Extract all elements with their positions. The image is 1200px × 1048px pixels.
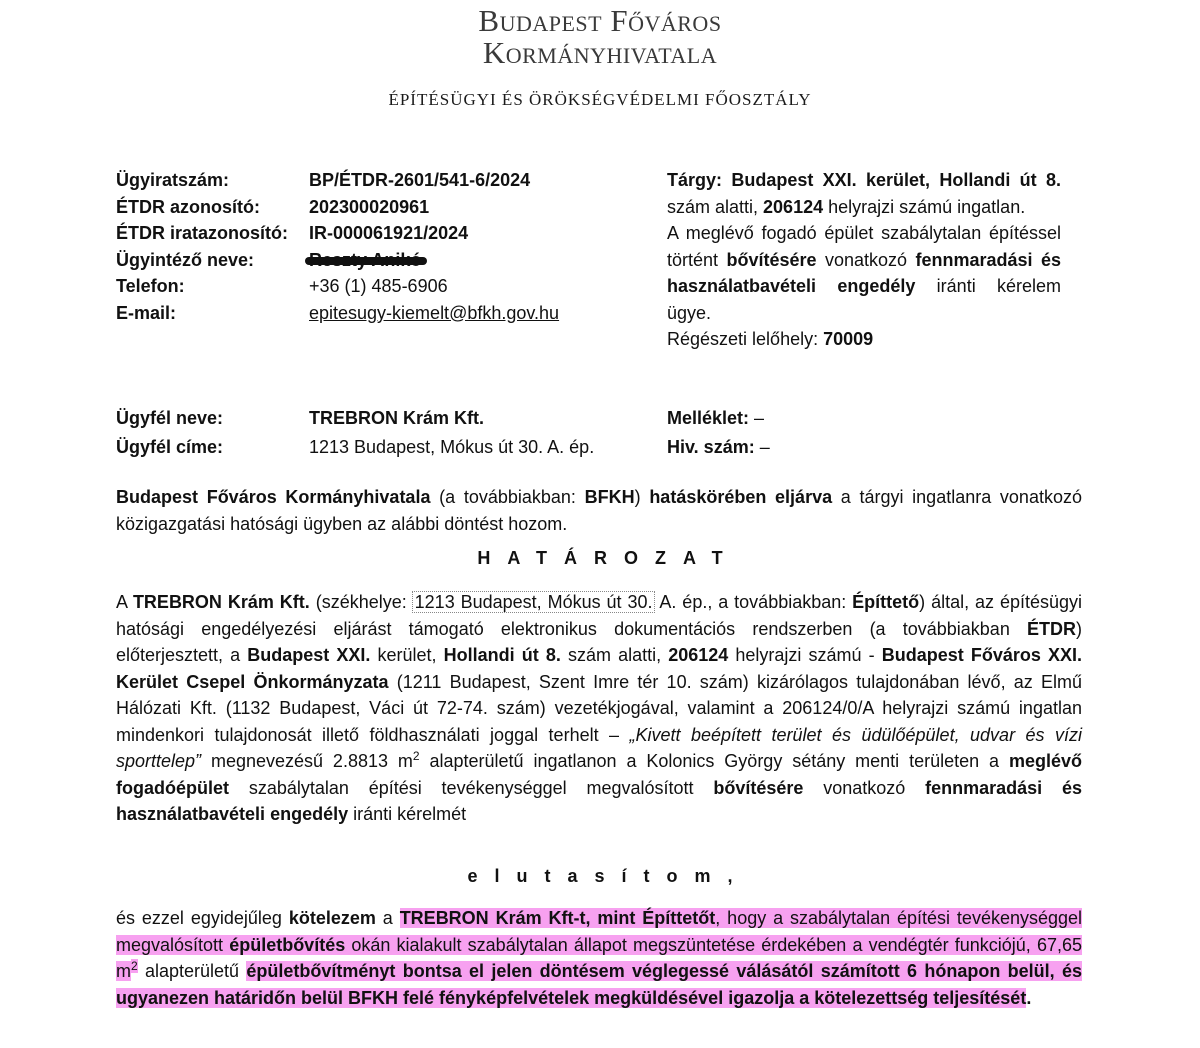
email-link[interactable]: epitesugy-kiemelt@bfkh.gov.hu <box>309 302 560 323</box>
subject-text-bold: Tárgy: Budapest XXI. kerület, Hollandi út 8. <box>667 170 1061 190</box>
attachment-block <box>667 404 770 462</box>
text: szám alatti, <box>560 645 669 665</box>
meta-row-etdr-id <box>116 194 656 221</box>
text-bold: Budapest XXI. <box>247 645 371 665</box>
subject-text: A meglévő fogadó épület szabálytalan építéssel történt <box>667 223 1061 270</box>
client-value: TREBRON Krám Kft. <box>309 408 485 428</box>
text: (a továbbiakban: <box>430 487 585 507</box>
client-value: 1213 Budapest, Mókus út 30. A. ép. <box>309 437 595 457</box>
subject-text: vonatkozó <box>816 249 916 270</box>
text-bold: fennmaradási és használatbavételi engedély <box>116 777 1082 824</box>
meta-value: IR-000061921/2024 <box>309 223 469 243</box>
client-row-address <box>116 433 656 462</box>
subject-text: iránti kérelem ügye. <box>667 276 1061 323</box>
meta-value: BP/ÉTDR-2601/541-6/2024 <box>309 170 531 190</box>
meta-row-document-id <box>116 220 656 247</box>
attachment-label: Melléklet: <box>667 408 750 428</box>
text-bold: BFKH <box>584 487 635 507</box>
text: vonatkozó <box>803 777 926 798</box>
intro-paragraph <box>116 484 1082 537</box>
subject-text-bold: fennmaradási és használatbavételi engedély <box>667 249 1061 296</box>
text: A <box>116 592 133 612</box>
text-bold: Budapest Főváros XXI. Kerület Csepel Önkormányzata <box>116 645 1083 692</box>
superscript: 2 <box>412 749 420 763</box>
main-paragraph <box>116 589 1082 828</box>
highlighted-text-bold: épületbővítményt bontsa el jelen döntésem véglegessé válásától számított 6 hónapon belül, és ugyanezen határidőn belül BFKH felé fényképfelvételek megküldésével igazolja a kötelezettség teljesítését <box>116 961 1082 1008</box>
subject-text: helyrajzi számú ingatlan. <box>823 196 1026 217</box>
meta-label: E-mail: <box>116 302 177 323</box>
text-bold: bővítésére <box>713 777 804 798</box>
text-bold: Budapest Főváros Kormányhivatala <box>116 487 431 507</box>
text-bold: hatáskörében eljárva <box>649 487 833 507</box>
redacted-name <box>309 247 421 273</box>
highlighted-text-bold: épületbővítés <box>229 934 346 955</box>
text-bold: Építtető <box>852 592 920 612</box>
text-bold: kötelezem <box>288 908 376 928</box>
text-italic: „Kivett beépített terület és üdülőépület, udvar és vízi sporttelep” <box>116 724 1082 771</box>
subject-block <box>667 167 1061 353</box>
obligation-paragraph <box>116 905 1082 1011</box>
subject-text-bold: bővítésére <box>726 249 817 270</box>
highlighted-text: okán kialakult szabálytalan állapot megszüntetése érdekében a vendégtér funkciójú, 67,65 m <box>116 934 1082 981</box>
text: (székhelye: <box>309 592 413 612</box>
text-bold: TREBRON Krám Kft. <box>132 592 310 612</box>
meta-row-case-number <box>116 167 656 194</box>
text: helyrajzi számú - <box>728 645 882 665</box>
subject-text-bold: 70009 <box>823 329 874 349</box>
subject-text: szám alatti, <box>667 196 764 217</box>
text-bold: 206124 <box>668 645 729 665</box>
meta-row-case-officer <box>116 247 656 274</box>
text: alapterületű ingatlanon a Kolonics György sétány menti területen a <box>419 751 1009 771</box>
address-field[interactable]: 1213 Budapest, Mókus út 30. <box>414 592 653 612</box>
client-label: Ügyfél címe: <box>116 437 224 457</box>
meta-label: ÉTDR iratazonosító: <box>116 223 289 243</box>
text: kerület, <box>370 645 444 665</box>
decision-heading: HATÁROZAT <box>477 548 740 568</box>
highlighted-text: , hogy a szabálytalan építési tevékenységgel megvalósított <box>116 908 1083 955</box>
meta-label: Ügyiratszám: <box>116 170 230 190</box>
case-metadata <box>116 167 656 326</box>
attachment-row <box>667 404 770 433</box>
subject-text: Régészeti lelőhely: <box>667 329 824 349</box>
text-bold: meglévő fogadóépület <box>116 751 1082 798</box>
subject-paragraph-2 <box>667 220 1061 326</box>
text: alapterületű <box>137 961 247 981</box>
subject-paragraph-3 <box>667 326 1061 353</box>
decision-verb: elutasítom, <box>467 866 750 886</box>
meta-label: ÉTDR azonosító: <box>116 196 260 217</box>
meta-label: Ügyintéző neve: <box>116 249 255 270</box>
highlighted-text-bold: TREBRON Krám Kft-t, mint Építtetőt <box>399 908 716 928</box>
reference-label: Hiv. szám: <box>667 437 755 457</box>
reference-row <box>667 433 770 462</box>
client-label: Ügyfél neve: <box>116 408 224 428</box>
meta-row-phone <box>116 273 656 300</box>
meta-value: +36 (1) 485-6906 <box>309 276 448 296</box>
client-block <box>116 404 656 462</box>
text: a tárgyi ingatlanra vonatkozó közigazgatási hatósági ügyben az alábbi döntést hozom. <box>116 487 1082 534</box>
department-name: ÉPÍTÉSÜGYI ÉS ÖRÖKSÉGVÉDELMI FŐOSZTÁLY <box>388 90 812 109</box>
meta-value: 202300020961 <box>309 196 430 217</box>
text: ) előterjesztett, a <box>116 618 1082 665</box>
text: ) <box>634 487 650 507</box>
authority-name-line2: Kormányhivatala <box>482 35 718 70</box>
text: és ezzel egyidejűleg <box>116 908 289 928</box>
text: (1211 Budapest, Szent Imre tér 10. szám) kizárólagos tulajdonában lévő, az Elmű Hálózati Kft. (1132 Budapest, Váci út 72-74. szám) vezetékjogával, valamint a 206124/0/A helyrajzi számú ingatlan mindenkori tulajdonosát illető földhasználati joggal terhelt – <box>116 671 1083 745</box>
text: A. ép., a továbbiakban: <box>654 592 853 612</box>
meta-value-redacted-wrap <box>309 247 656 274</box>
text: iránti kérelmét <box>348 804 467 824</box>
authority-name-line1: Budapest Főváros <box>478 3 722 38</box>
text-bold: Hollandi út 8. <box>443 645 561 665</box>
superscript: 2 <box>131 959 138 973</box>
redaction-bar <box>305 257 427 265</box>
meta-row-email <box>116 300 656 327</box>
text-bold: ÉTDR <box>1027 618 1076 639</box>
text: szabálytalan építési tevékenységgel megvalósított <box>229 777 714 798</box>
text: megnevezésű 2.8813 m <box>201 751 413 771</box>
text-bold: . <box>1026 987 1032 1008</box>
client-row-name <box>116 404 656 433</box>
subject-text-bold: 206124 <box>763 196 824 217</box>
text: ) által, az építésügyi hatósági engedélyezési eljárást támogató elektronikus dokumentációs rendszerben (a továbbiakban <box>116 592 1082 639</box>
reference-value: – <box>754 437 770 457</box>
attachment-value: – <box>749 408 765 428</box>
meta-label: Telefon: <box>116 276 185 296</box>
text: a <box>375 908 400 928</box>
subject-paragraph-1 <box>667 167 1061 220</box>
